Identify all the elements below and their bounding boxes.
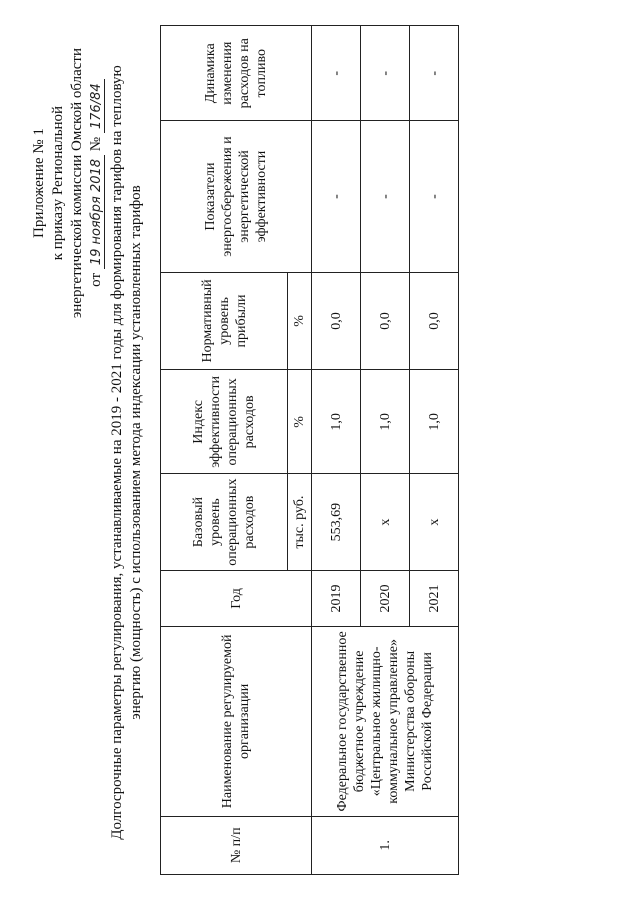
cell-dynamics: - (410, 26, 459, 121)
header-no: № п/п (161, 816, 312, 874)
cell-index: 1,0 (312, 370, 361, 474)
cell-index: 1,0 (361, 370, 410, 474)
cell-year: 2020 (361, 570, 410, 626)
cell-dynamics: - (361, 26, 410, 121)
document-title (108, 30, 146, 875)
cell-profit: 0,0 (361, 272, 410, 370)
title-line-2: энергию (мощность) с использованием метода индексации установленных тарифов (128, 185, 144, 720)
header-base-level: Базовый уровень операционных расходов (161, 474, 288, 570)
unit-index: % (288, 370, 312, 474)
header-year: Год (161, 570, 312, 626)
cell-base: 553,69 (312, 474, 361, 570)
header-energy-saving: Показатели энергосбережения и энергетической эффективности (161, 121, 312, 272)
cell-year: 2019 (312, 570, 361, 626)
organization-name: Федеральное государственное бюджетное учреждение «Центральное жилищно-коммунальное управление» Министерства обороны Российской Федерации (312, 627, 459, 816)
cell-index: 1,0 (410, 370, 459, 474)
date-prefix: от (88, 272, 104, 287)
unit-base: тыс. руб. (288, 474, 312, 570)
title-line-1: Долгосрочные параметры регулирования, устанавливаемые на 2019 - 2021 годы для формирования тарифов на тепловую (109, 65, 125, 840)
table-header-row (161, 26, 288, 875)
cell-efficiency: - (410, 121, 459, 272)
appendix-number: Приложение № 1 (31, 128, 47, 238)
cell-profit: 0,0 (410, 272, 459, 370)
parameters-table (160, 25, 459, 875)
cell-dynamics: - (312, 26, 361, 121)
order-reference: к приказу Региональной (50, 105, 66, 261)
header-efficiency-index: Индекс эффективности операционных расходов (161, 370, 288, 474)
cell-efficiency: - (312, 121, 361, 272)
handwritten-date: 19 ноября 2018 (89, 155, 105, 269)
table-row (312, 26, 361, 875)
commission-name: энергетической комиссии Омской области (69, 48, 85, 319)
row-number: 1. (312, 816, 459, 874)
header-fuel-dynamics: Динамика изменения расходов на топливо (161, 26, 312, 121)
appendix-header (30, 48, 106, 318)
number-prefix: № (88, 136, 104, 152)
cell-base: x (410, 474, 459, 570)
cell-base: x (361, 474, 410, 570)
cell-year: 2021 (410, 570, 459, 626)
cell-profit: 0,0 (312, 272, 361, 370)
header-organization: Наименование регулируемой организации (161, 627, 312, 816)
cell-efficiency: - (361, 121, 410, 272)
unit-profit: % (288, 272, 312, 370)
handwritten-number: 176/84 (89, 79, 105, 133)
order-date-line (87, 48, 106, 318)
header-profit-level: Нормативный уровень прибыли (161, 272, 288, 370)
